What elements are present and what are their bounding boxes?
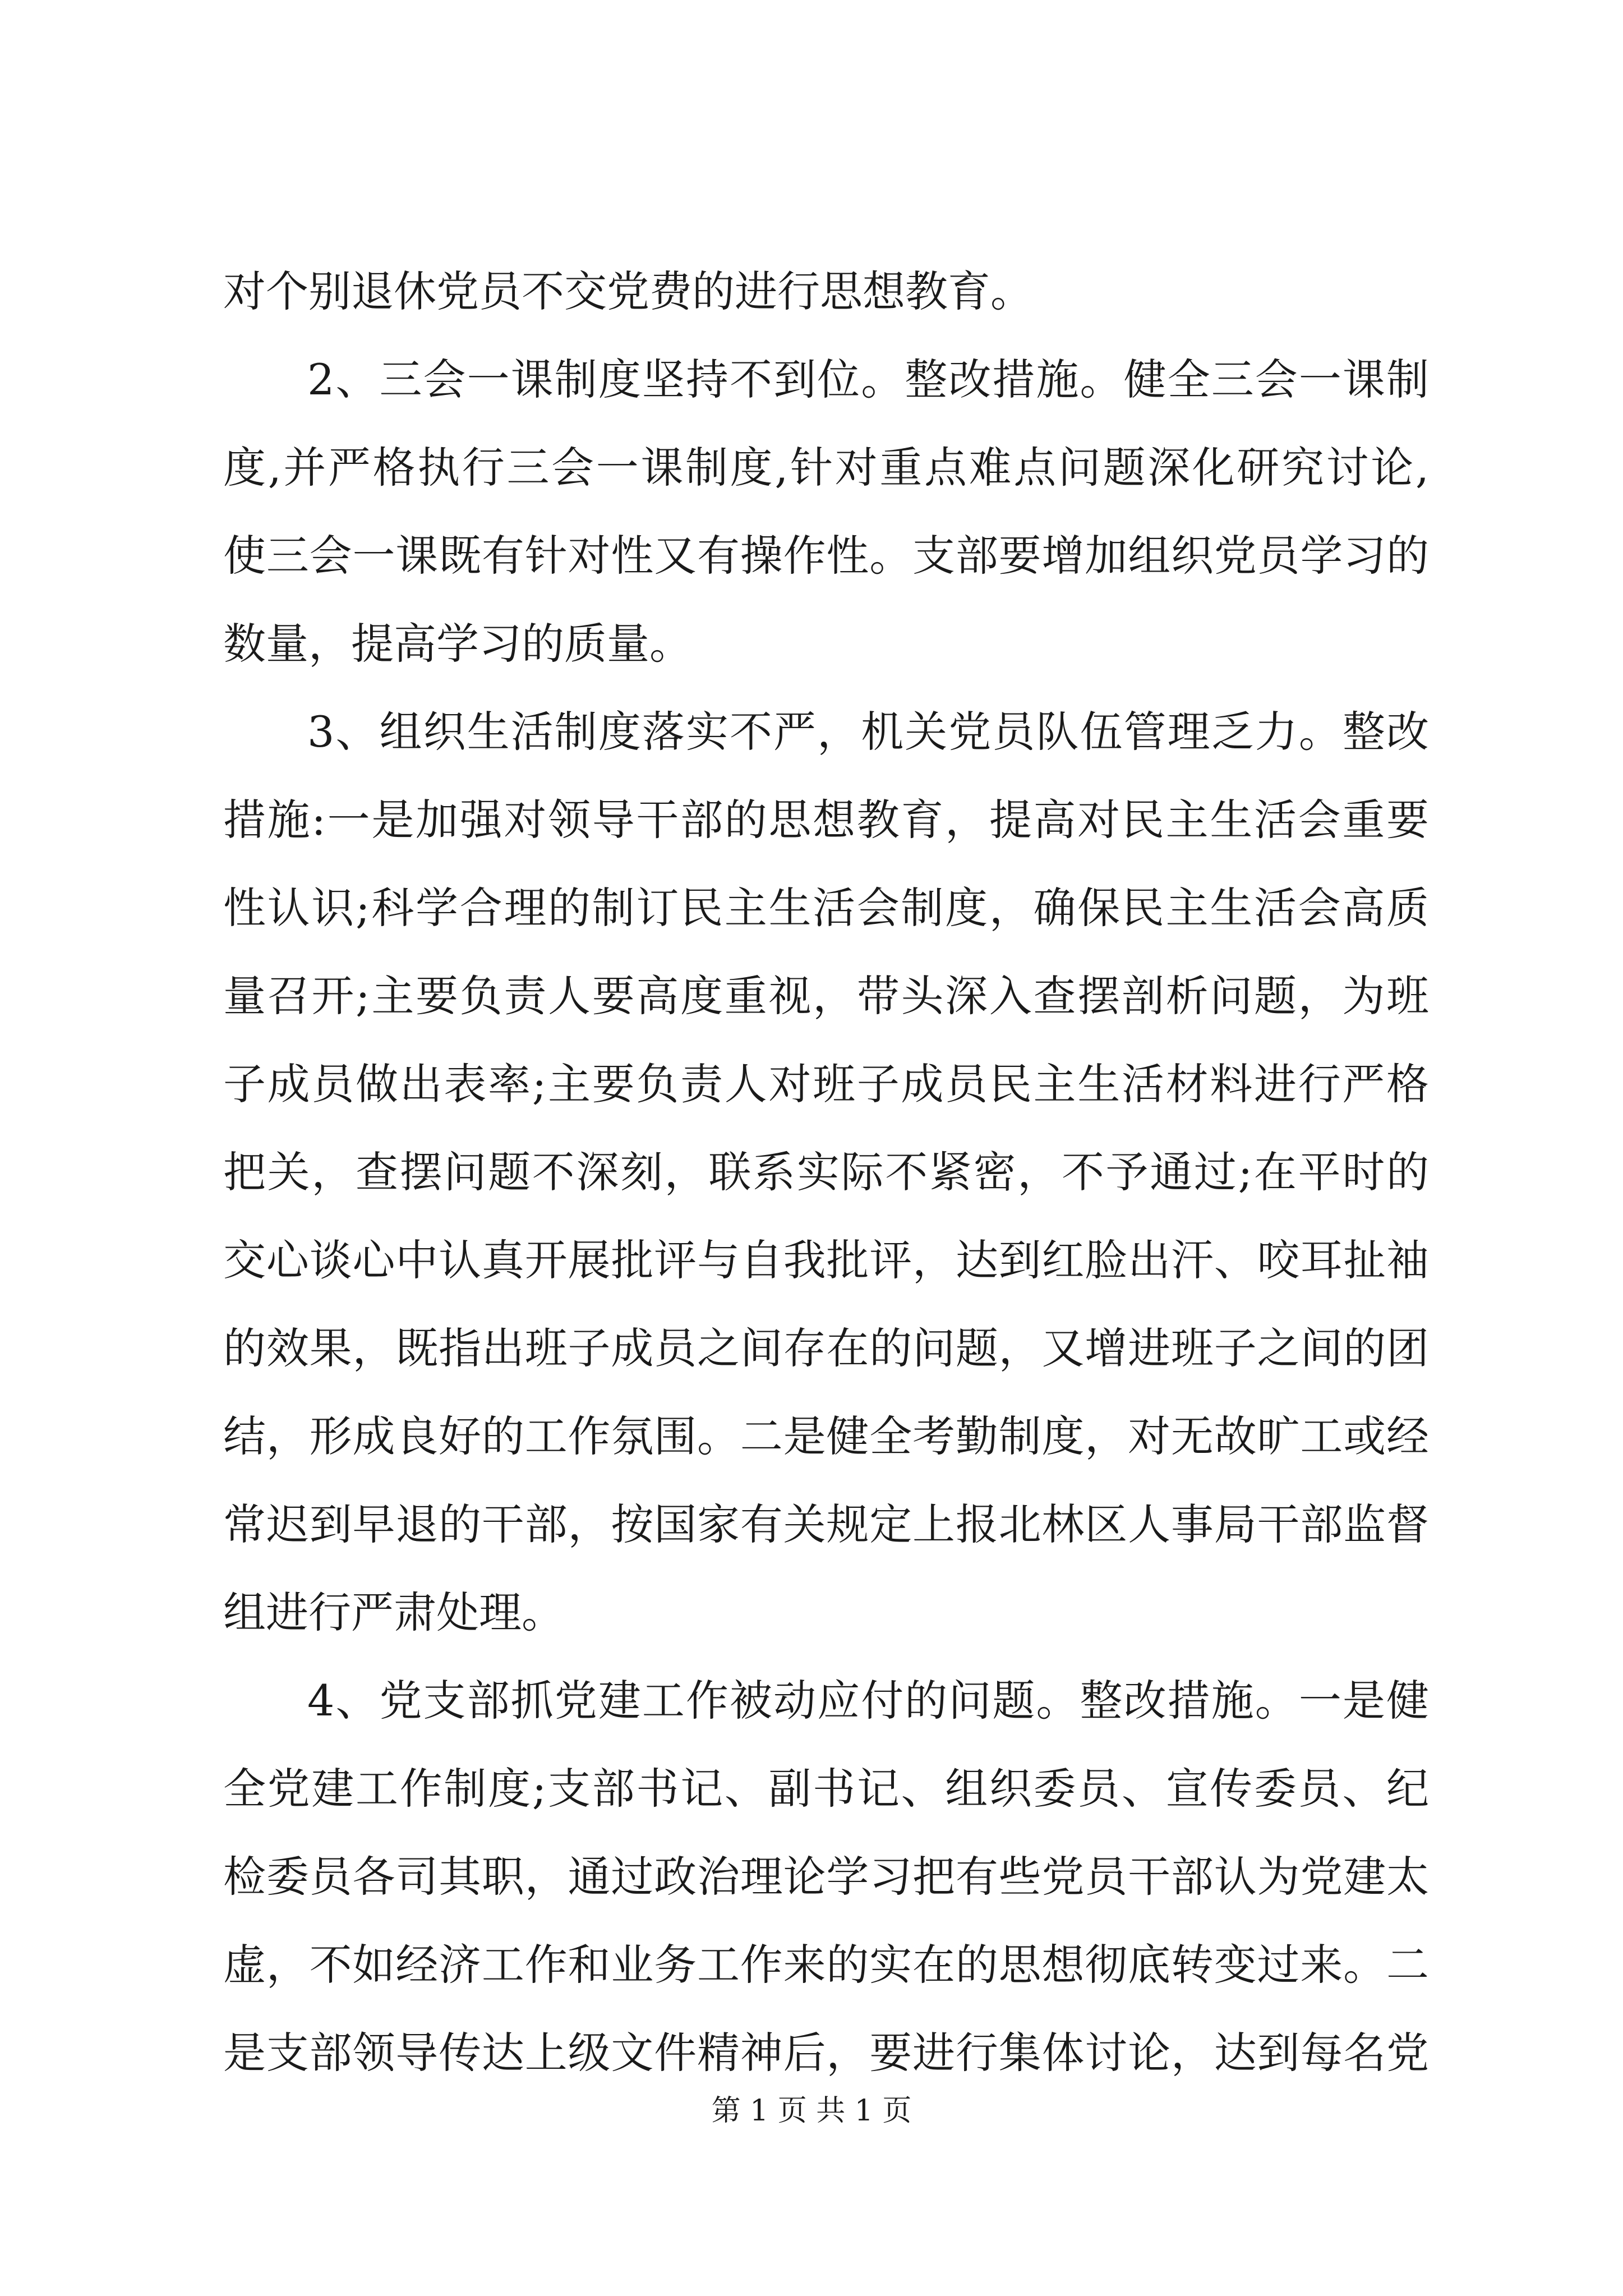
text-line: 子成员做出表率;主要负责人对班子成员民主生活材料进行严格 xyxy=(223,1059,1429,1109)
text-line: 结，形成良好的工作氛围。二是健全考勤制度，对无故旷工或经 xyxy=(223,1411,1429,1461)
text-line: 常迟到早退的干部，按国家有关规定上报北林区人事局干部监督 xyxy=(223,1499,1429,1549)
text-line: 组进行严肃处理。 xyxy=(223,1588,564,1637)
text-line: 性认识;科学合理的制订民主生活会制度，确保民主生活会高质 xyxy=(223,883,1429,933)
text-line: 交心谈心中认真开展批评与自我批评，达到红脸出汗、咬耳扯袖 xyxy=(223,1235,1429,1285)
text-line: 3、组织生活制度落实不严，机关党员队伍管理乏力。整改 xyxy=(307,707,1429,757)
text-line: 使三会一课既有针对性又有操作性。支部要增加组织党员学习的 xyxy=(223,531,1429,581)
text-line: 是支部领导传达上级文件精神后，要进行集体讨论，达到每名党 xyxy=(223,2028,1429,2078)
text-line: 措施:一是加强对领导干部的思想教育，提高对民主生活会重要 xyxy=(223,795,1429,845)
text-line: 量召开;主要负责人要高度重视，带头深入查摆剖析问题，为班 xyxy=(223,971,1429,1021)
text-line: 虚，不如经济工作和业务工作来的实在的思想彻底转变过来。二 xyxy=(223,1940,1429,1990)
text-line: 数量，提高学习的质量。 xyxy=(223,619,692,669)
text-line: 度,并严格执行三会一课制度,针对重点难点问题深化研究讨论, xyxy=(223,443,1429,493)
text-line: 4、党支部抓党建工作被动应付的问题。整改措施。一是健 xyxy=(307,1676,1429,1726)
text-line: 对个别退休党员不交党费的进行思想教育。 xyxy=(223,266,1033,316)
text-line: 检委员各司其职，通过政治理论学习把有些党员干部认为党建太 xyxy=(223,1852,1429,1902)
text-line: 的效果，既指出班子成员之间存在的问题，又增进班子之间的团 xyxy=(223,1323,1429,1373)
text-line: 全党建工作制度;支部书记、副书记、组织委员、宣传委员、纪 xyxy=(223,1764,1429,1814)
text-line: 2、三会一课制度坚持不到位。整改措施。健全三会一课制 xyxy=(307,355,1429,404)
page-footer: 第 1 页 共 1 页 xyxy=(711,2094,912,2128)
text-line: 把关，查摆问题不深刻，联系实际不紧密，不予通过;在平时的 xyxy=(223,1147,1429,1197)
